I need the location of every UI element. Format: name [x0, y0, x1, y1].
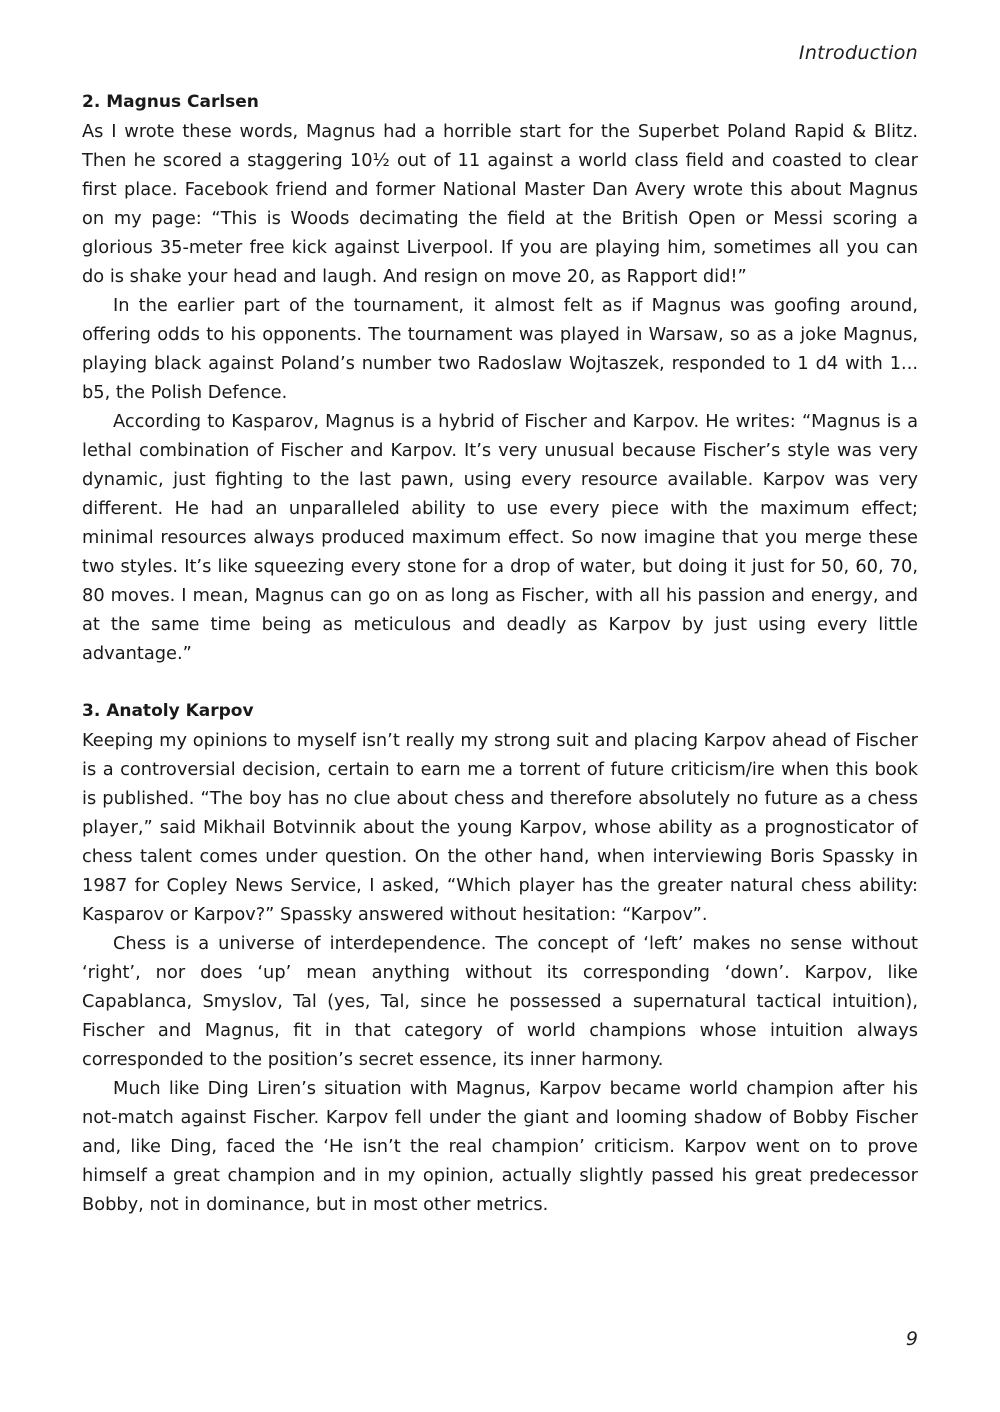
paragraph: Much like Ding Liren’s situation with Magnus, Karpov became world champion after his not-match against Fischer. Karpov fell under the giant and looming shadow of Bobby Fischer and, like Ding, faced the ‘He isn’t the real champion’ criticism. Karpov went on to prove himself a great champion and in my opinion, actually slightly passed his great predecessor Bobby, not in dominance, but in most other metrics. — [82, 1078, 918, 1215]
section-spacer — [82, 668, 918, 697]
paragraph: According to Kasparov, Magnus is a hybrid of Fischer and Karpov. He writes: “Magnus is a lethal combination of Fischer and Karpov. It’s very unusual because Fischer’s style was very dynamic, just fighting to the last pawn, using every resource available. Karpov was very different. He had an unparalleled ability to use every piece with the maximum effect; minimal resources always produced maximum effect. So now imagine that you merge these two styles. It’s like squeezing every stone for a drop of water, but doing it just for 50, 60, 70, 80 moves. I mean, Magnus can go on as long as Fischer, with all his passion and energy, and at the same time being as meticulous and deadly as Karpov by just using every little advantage.” — [82, 411, 918, 664]
paragraph: In the earlier part of the tournament, it almost felt as if Magnus was goofing around, offering odds to his opponents. The tournament was played in Warsaw, so as a joke Magnus, playing black against Poland’s number two Radoslaw Wojtaszek, responded to 1 d4 with 1... b5, the Polish Defence. — [82, 295, 918, 403]
paragraph: Chess is a universe of interdependence. The concept of ‘left’ makes no sense without ‘right’, nor does ‘up’ mean anything without its corresponding ‘down’. Karpov, like Capablanca, Smyslov, Tal (yes, Tal, since he possessed a supernatural tactical intuition), Fischer and Magnus, fit in that category of world champions whose intuition always corresponded to the position’s secret essence, its inner harmony. — [82, 933, 918, 1070]
page-body — [82, 88, 918, 1219]
section-heading-anatoly-karpov: 3. Anatoly Karpov — [82, 701, 254, 721]
paragraph: As I wrote these words, Magnus had a horrible start for the Superbet Poland Rapid & Blitz. Then he scored a staggering 10½ out of 11 against a world class field and coasted to clear first place. Facebook friend and former National Master Dan Avery wrote this about Magnus on my page: “This is Woods decimating the field at the British Open or Messi scoring a glorious 35-meter free kick against Liverpool. If you are playing him, sometimes all you can do is shake your head and laugh. And resign on move 20, as Rapport did!” — [82, 121, 918, 287]
paragraph: Keeping my opinions to myself isn’t really my strong suit and placing Karpov ahead of Fischer is a controversial decision, certain to earn me a torrent of future criticism/ire when this book is published. “The boy has no clue about chess and therefore absolutely no future as a chess player,” said Mikhail Botvinnik about the young Karpov, whose ability as a prognosticator of chess talent comes under question. On the other hand, when interviewing Boris Spassky in 1987 for Copley News Service, I asked, “Which player has the greater natural chess ability: Kasparov or Karpov?” Spassky answered without hesitation: “Karpov”. — [82, 730, 918, 925]
running-header: Introduction — [798, 42, 918, 64]
page-number: 9 — [905, 1328, 918, 1350]
section-heading-magnus-carlsen: 2. Magnus Carlsen — [82, 92, 259, 112]
